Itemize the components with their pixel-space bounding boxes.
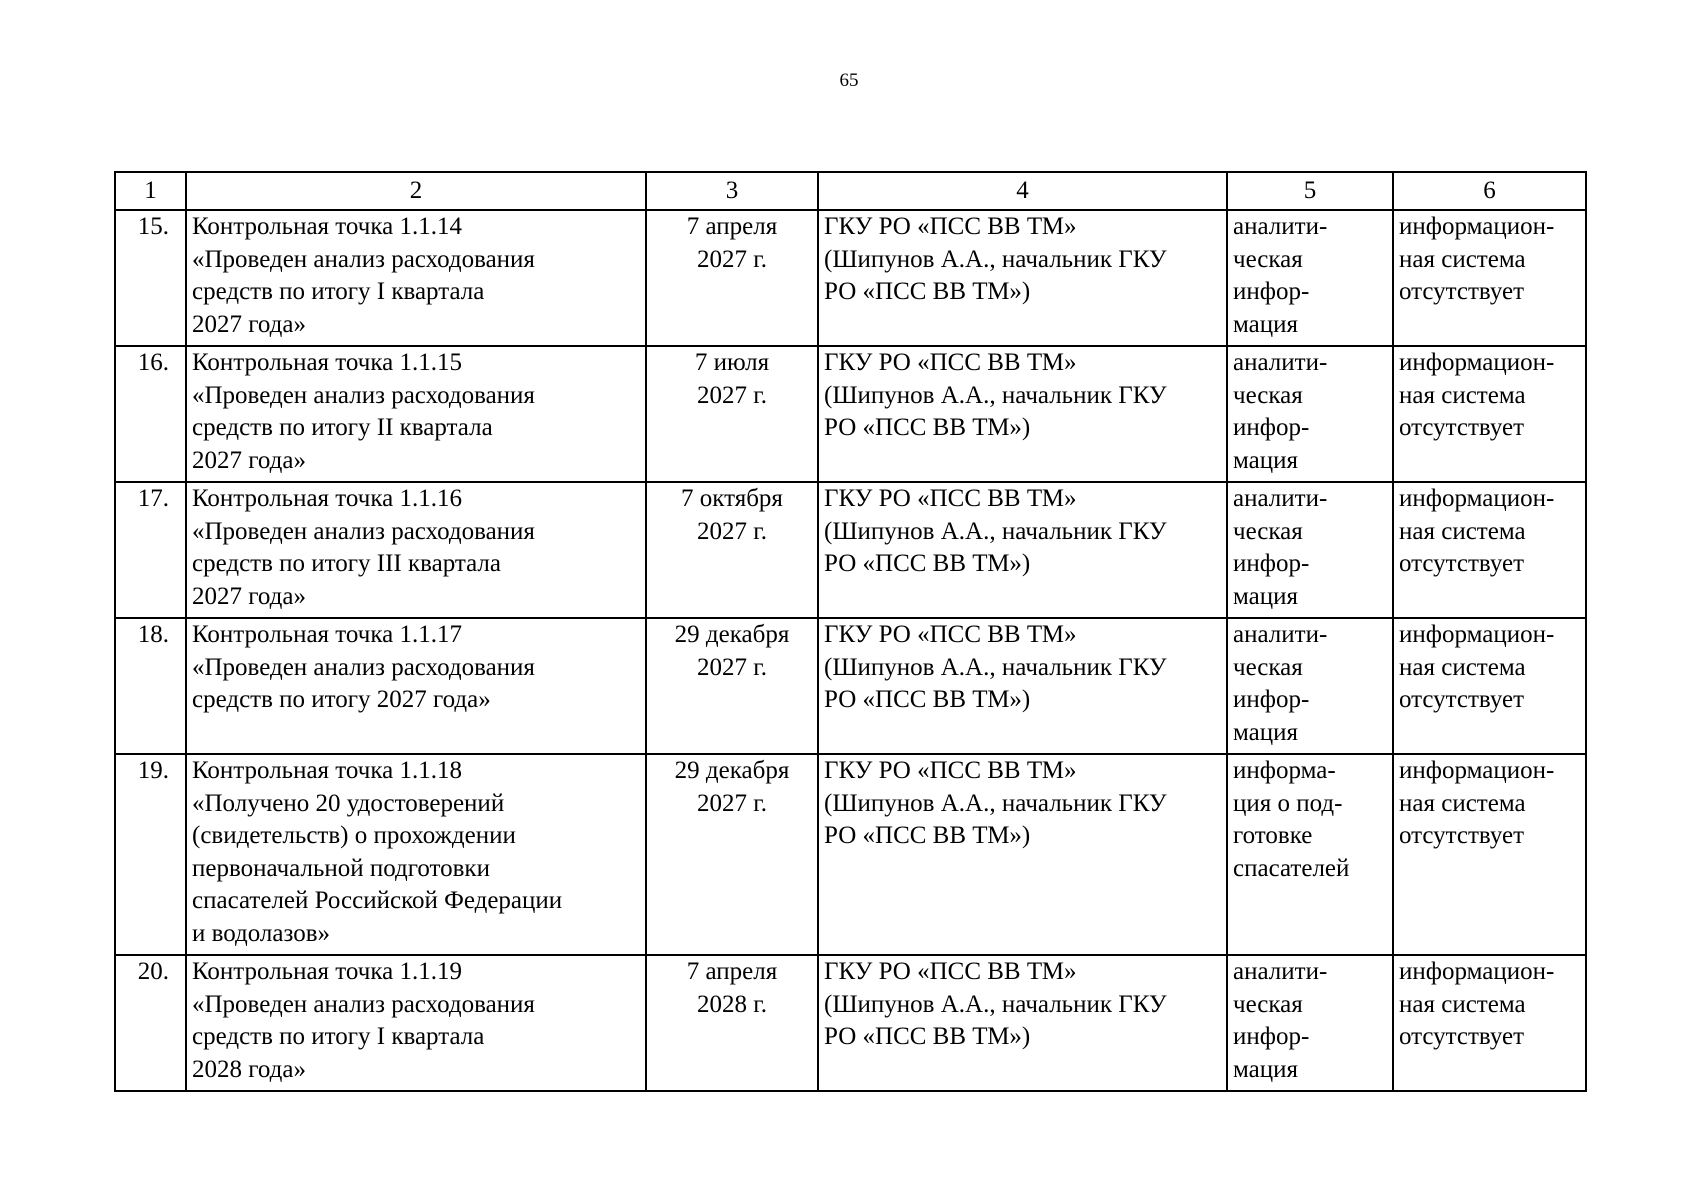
- responsible-cell: ГКУ РО «ПСС ВВ ТМ» (Шипунов А.А., начальник ГКУ РО «ПСС ВВ ТМ»): [818, 210, 1227, 346]
- control-point-cell: Контрольная точка 1.1.14 «Проведен анализ расходования средств по итогу I квартала 2027 года»: [186, 210, 646, 346]
- information-system-cell: информацион- ная система отсутствует: [1393, 210, 1586, 346]
- table-row: [115, 754, 1586, 955]
- deadline-cell: 29 декабря 2027 г.: [646, 618, 818, 754]
- column-header: 3: [646, 172, 818, 210]
- deadline-cell: 7 апреля 2027 г.: [646, 210, 818, 346]
- document-type-cell: аналити- ческая инфор- мация: [1227, 346, 1393, 482]
- column-header: 2: [186, 172, 646, 210]
- responsible-cell: ГКУ РО «ПСС ВВ ТМ» (Шипунов А.А., начальник ГКУ РО «ПСС ВВ ТМ»): [818, 618, 1227, 754]
- responsible-cell: ГКУ РО «ПСС ВВ ТМ» (Шипунов А.А., начальник ГКУ РО «ПСС ВВ ТМ»): [818, 754, 1227, 955]
- information-system-cell: информацион- ная система отсутствует: [1393, 754, 1586, 955]
- deadline-cell: 29 декабря 2027 г.: [646, 754, 818, 955]
- deadline-cell: 7 апреля 2028 г.: [646, 955, 818, 1091]
- document-type-cell: аналити- ческая инфор- мация: [1227, 210, 1393, 346]
- column-header: 5: [1227, 172, 1393, 210]
- deadline-cell: 7 октября 2027 г.: [646, 482, 818, 618]
- information-system-cell: информацион- ная система отсутствует: [1393, 955, 1586, 1091]
- row-number-cell: 19.: [115, 754, 186, 955]
- table-row: [115, 210, 1586, 346]
- table-row: [115, 955, 1586, 1091]
- information-system-cell: информацион- ная система отсутствует: [1393, 346, 1586, 482]
- responsible-cell: ГКУ РО «ПСС ВВ ТМ» (Шипунов А.А., начальник ГКУ РО «ПСС ВВ ТМ»): [818, 346, 1227, 482]
- table-row: [115, 618, 1586, 754]
- table-row: [115, 346, 1586, 482]
- information-system-cell: информацион- ная система отсутствует: [1393, 618, 1586, 754]
- document-type-cell: аналити- ческая инфор- мация: [1227, 618, 1393, 754]
- column-header: 6: [1393, 172, 1586, 210]
- document-type-cell: информа- ция о под- готовке спасателей: [1227, 754, 1393, 955]
- control-points-table: [114, 171, 1587, 1092]
- row-number-cell: 20.: [115, 955, 186, 1091]
- column-header: 1: [115, 172, 186, 210]
- control-point-cell: Контрольная точка 1.1.16 «Проведен анализ расходования средств по итогу III квартала 2027 года»: [186, 482, 646, 618]
- row-number-cell: 16.: [115, 346, 186, 482]
- responsible-cell: ГКУ РО «ПСС ВВ ТМ» (Шипунов А.А., начальник ГКУ РО «ПСС ВВ ТМ»): [818, 482, 1227, 618]
- control-point-cell: Контрольная точка 1.1.17 «Проведен анализ расходования средств по итогу 2027 года»: [186, 618, 646, 754]
- control-point-cell: Контрольная точка 1.1.19 «Проведен анализ расходования средств по итогу I квартала 2028 года»: [186, 955, 646, 1091]
- page-number: 65: [839, 70, 859, 91]
- deadline-cell: 7 июля 2027 г.: [646, 346, 818, 482]
- table-row: [115, 482, 1586, 618]
- document-type-cell: аналити- ческая инфор- мация: [1227, 482, 1393, 618]
- row-number-cell: 17.: [115, 482, 186, 618]
- row-number-cell: 18.: [115, 618, 186, 754]
- information-system-cell: информацион- ная система отсутствует: [1393, 482, 1586, 618]
- control-point-cell: Контрольная точка 1.1.15 «Проведен анализ расходования средств по итогу II квартала 2027 года»: [186, 346, 646, 482]
- table-header-row: [115, 172, 1586, 210]
- document-type-cell: аналити- ческая инфор- мация: [1227, 955, 1393, 1091]
- control-point-cell: Контрольная точка 1.1.18 «Получено 20 удостоверений (свидетельств) о прохождении первоначальной подготовки спасателей Российской Федерации и водолазов»: [186, 754, 646, 955]
- row-number-cell: 15.: [115, 210, 186, 346]
- responsible-cell: ГКУ РО «ПСС ВВ ТМ» (Шипунов А.А., начальник ГКУ РО «ПСС ВВ ТМ»): [818, 955, 1227, 1091]
- column-header: 4: [818, 172, 1227, 210]
